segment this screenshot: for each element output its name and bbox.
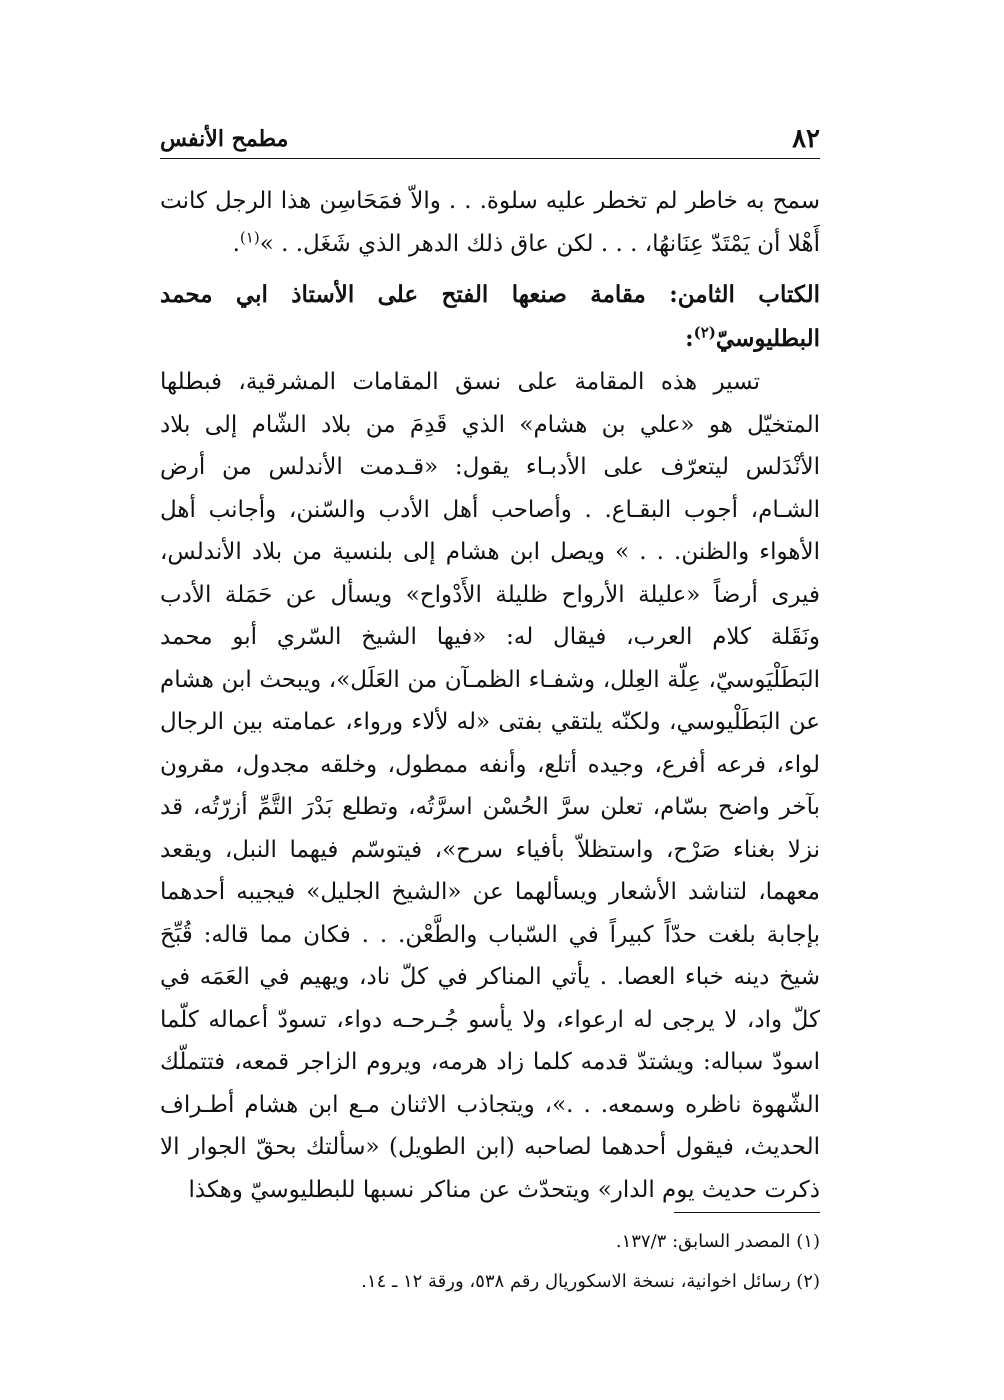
footnote-2: (٢) رسائل اخوانية، نسخة الاسكوريال رقم ٥٣٨، ورقة ١٢ ـ ١٤. bbox=[361, 1271, 820, 1292]
main-paragraph: تسير هذه المقامة على نسق المقامات المشرقية، فبطلها المتخيّل هو «علي بن هشام» الذي قَدِمَ من بلاد الشّام إلى بلاد الأنْدَلس ليتعرّف على الأدبـاء يقول: «قـدمت الأندلس من أرض الشـام، أجوب البقـاع. . وأصاحب أهل الأدب والسّنن، وأجانب أهل الأهواء والظنن. . . » ويصل ابن هشام إلى بلنسية من بلاد الأندلس، فيرى أرضاً «عليلة الأرواح ظليلة الأَدْواح» ويسأل عن حَمَلة الأدب ونَقَلة كلام العرب، فيقال له: «فيها الشيخ السّري أبو محمد البَطَلْيَوسيّ، عِلّة العِلل، وشفـاء الظمـآن من العَلَل»، ويبحث ابن هشام عن البَطَلْيوسي، ولكنّه يلتقي بفتى «له لألاء ورواء، عمامته بين الرجال لواء، فرعه أفرع، وجيده أتلع، وأنفه ممطول، وخلقه مجدول، مقرون بآخر واضح بسّام، تعلن سرَّ الحُسْن اسرَّتُه، وتطلع بَدْرَ التَّمِّ أزرّتُه، قد نزلا بغناء صَرْح، واستظلاّ بأفياء سرح»، فيتوسّم فيهما النبل، ويقعد معهما، لتناشد الأشعار ويسألهما عن «الشيخ الجليل» فيجيبه أحدهما بإجابة بلغت حدّاً كبيراً في السّباب والطَّعْن. . . فكان مما قاله: قُبِّحَ شيخ دينه خباء العصا. . يأتي المناكر في كلّ ناد، ويهيم في العَمَه في كلّ واد، لا يرجى له ارعواء، ولا يأسو جُـرحـه دواء، تسودّ أعماله كلّما اسودّ سباله: ويشتدّ قدمه كلما زاد هرمه، ويروم الزاجر قمعه، فتتملّك الشّهوة ناظره وسمعه. . .»، ويتجاذب الاثنان مـع ابن هشام أطـراف الحديث، فيقول أحدهما لصاحبه (ابن الطويل) «سألتك بحقّ الجوار الا ذكرت حديث يوم الدار» ويتحدّث عن مناكر نسبها للبطليوسيّ وهكذا bbox=[160, 369, 820, 1203]
header-divider bbox=[160, 158, 820, 159]
footnote-divider bbox=[674, 1212, 820, 1213]
section-heading-text: الكتاب الثامن: مقامة صنعها الفتح على الأستاذ ابي محمد البطليوسيّ bbox=[160, 281, 820, 352]
section-heading bbox=[160, 273, 820, 361]
intro-tail: . bbox=[232, 230, 240, 257]
body-text bbox=[160, 180, 820, 1211]
intro-paragraph bbox=[160, 180, 820, 265]
intro-text: سمح به خاطر لم تخطر عليه سلوة. . . والاّ فمَحَاسِن هذا الرجل كانت أَهْلا أن يَمْتَدّ عِنَانهُا، . . . لكن عاق ذلك الدهر الذي شَغَل. . » bbox=[160, 188, 820, 257]
footnote-1: (١) المصدر السابق: ١٣٧/٣. bbox=[615, 1231, 820, 1252]
footnotes bbox=[160, 1222, 820, 1302]
page-number: ٨٢ bbox=[792, 124, 820, 154]
footnote-ref-2: (٢) bbox=[693, 323, 716, 342]
section-heading-tail: : bbox=[685, 325, 694, 352]
running-title: مطمح الأنفس bbox=[160, 126, 289, 152]
page-header bbox=[160, 118, 820, 158]
footnote-ref-1: (١) bbox=[239, 227, 260, 246]
